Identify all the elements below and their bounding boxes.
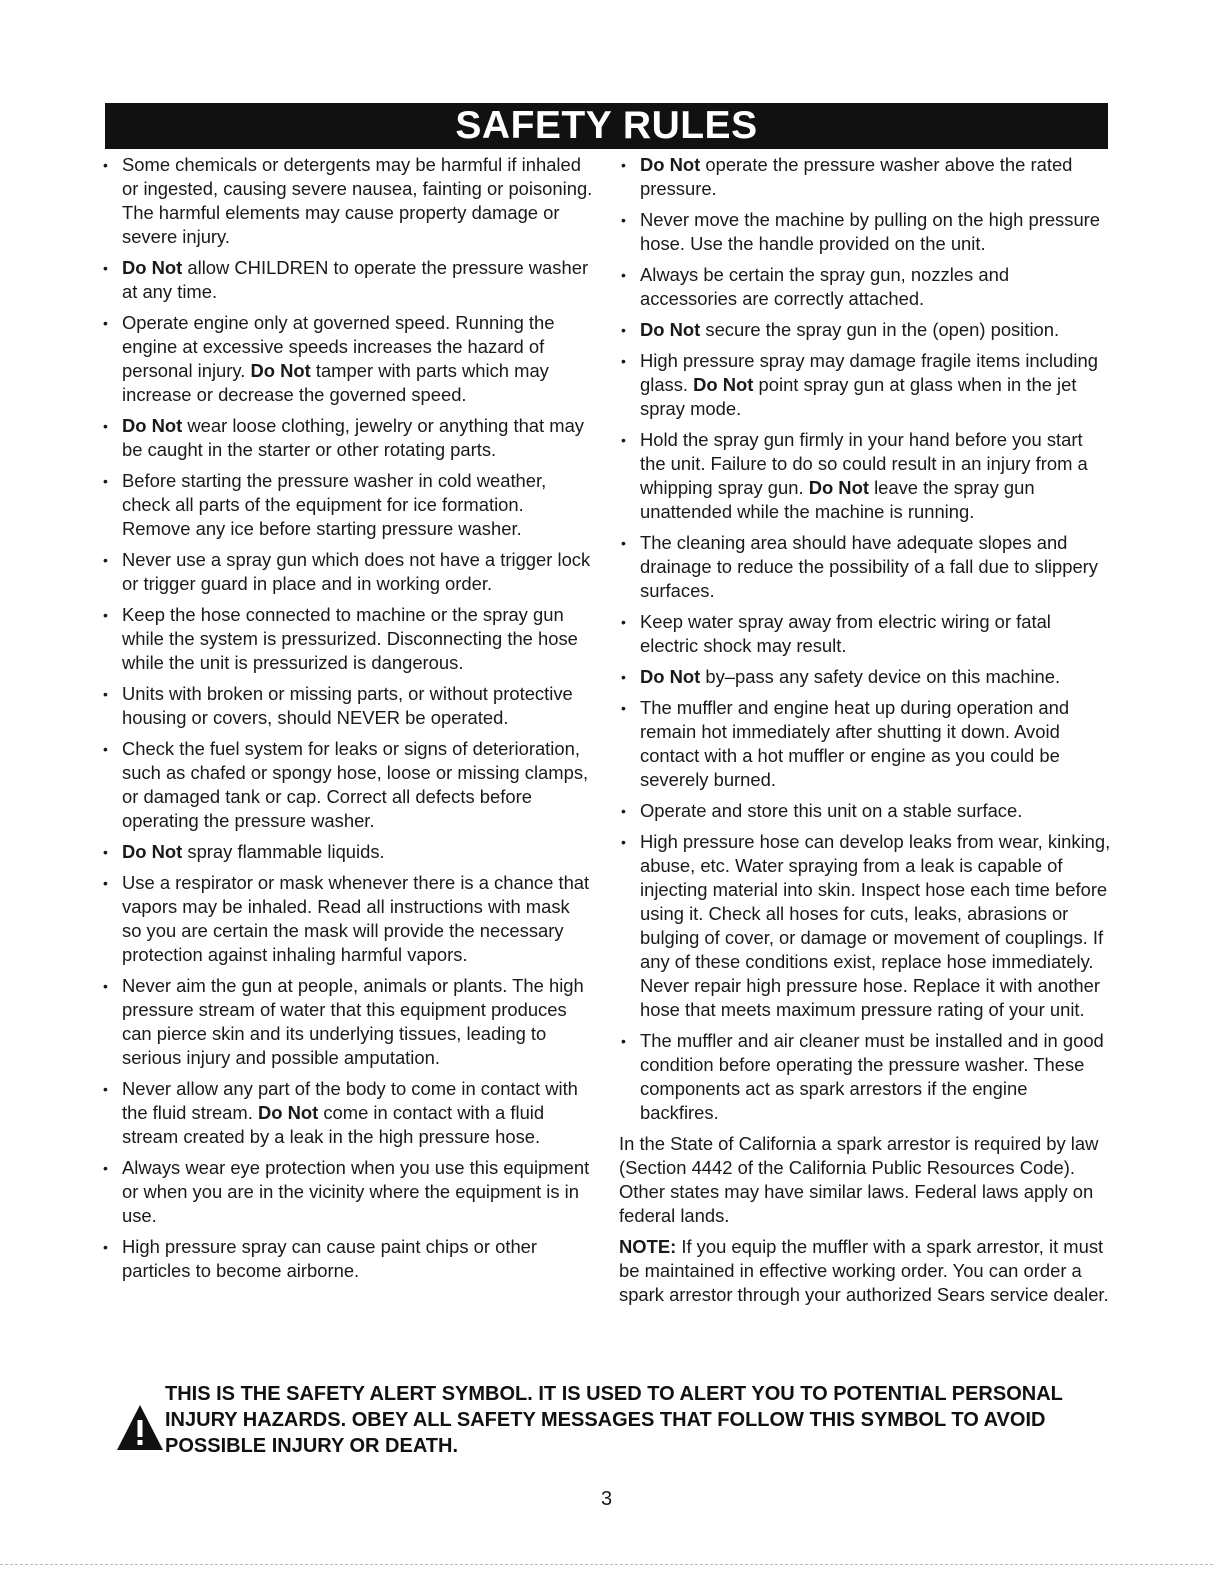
rule-item	[619, 830, 1111, 1022]
rule-emphasis: Do Not	[640, 154, 701, 175]
rule-item	[101, 1156, 594, 1228]
rule-item	[101, 974, 594, 1070]
rule-text: Keep the hose connected to machine or the spray gun while the system is pressurized. Disconnecting the hose while the unit is pressurized is dangerous.	[122, 604, 578, 673]
note-paragraph	[619, 1235, 1111, 1307]
safety-alert	[115, 1381, 1075, 1459]
rule-item	[619, 531, 1111, 603]
rule-emphasis: Do Not	[808, 477, 869, 498]
rule-item	[619, 1029, 1111, 1125]
rule-item	[101, 153, 594, 249]
rule-text: Before starting the pressure washer in cold weather, check all parts of the equipment for ice formation. Remove any ice before starting pressure washer.	[122, 470, 547, 539]
rule-text: Operate engine only at governed speed. Running the engine at excessive speeds increases the hazard of personal injury.	[122, 312, 555, 381]
rule-emphasis: Do Not	[257, 1102, 319, 1123]
rule-item	[619, 318, 1111, 342]
rule-emphasis: Do Not	[693, 374, 754, 395]
rule-text: Units with broken or missing parts, or without protective housing or covers, should NEVER be operated.	[122, 683, 573, 728]
rule-text: High pressure hose can develop leaks from wear, kinking, abuse, etc. Water spraying from a leak is capable of injecting material into skin. Inspect hose each time before using it. Check all hoses for cuts, leaks, abrasions or bulging of cover, or damage or movement of couplings. If any of these conditions exist, replace hose immediately. Never repair high pressure hose. Replace it with another hose that meets maximum pressure rating of your unit.	[640, 831, 1111, 1020]
rule-text: tamper with parts which may increase or decrease the governed speed.	[122, 360, 549, 405]
rule-item	[101, 469, 594, 541]
rule-item	[101, 682, 594, 730]
rule-text: Never use a spray gun which does not have a trigger lock or trigger guard in place and in working order.	[122, 549, 591, 594]
rule-text: spray flammable liquids.	[182, 841, 385, 862]
rule-text: Never allow any part of the body to come in contact with the fluid stream.	[122, 1078, 578, 1123]
rule-text: by–pass any safety device on this machine.	[700, 666, 1061, 687]
california-paragraph: In the State of California a spark arrestor is required by law (Section 4442 of the California Public Resources Code). Other states may have similar laws. Federal laws apply on federal lands.	[619, 1133, 1099, 1226]
rule-text: High pressure spray can cause paint chips or other particles to become airborne.	[122, 1236, 538, 1281]
rule-text: point spray gun at glass when in the jet spray mode.	[640, 374, 1077, 419]
left-rule-list	[101, 153, 594, 1283]
rule-item	[101, 256, 594, 304]
right-rule-list	[619, 153, 1111, 1125]
rule-item	[619, 263, 1111, 311]
rule-item	[101, 603, 594, 675]
rule-text: Some chemicals or detergents may be harmful if inhaled or ingested, causing severe nausea, fainting or poisoning. The harmful elements may cause property damage or severe injury.	[122, 154, 593, 247]
rule-text: Use a respirator or mask whenever there is a chance that vapors may be inhaled. Read all instructions with mask so you are certain the mask will provide the necessary protection against inhaling harmful vapors.	[122, 872, 590, 965]
rule-text: operate the pressure washer above the rated pressure.	[640, 154, 1073, 199]
rule-item	[619, 349, 1111, 421]
rule-emphasis: Do Not	[122, 415, 183, 436]
rule-text: secure the spray gun in the (open) position.	[700, 319, 1060, 340]
rule-item	[619, 799, 1111, 823]
safety-alert-text: THIS IS THE SAFETY ALERT SYMBOL. IT IS USED TO ALERT YOU TO POTENTIAL PERSONAL INJURY HAZARDS. OBEY ALL SAFETY MESSAGES THAT FOLLOW THIS SYMBOL TO AVOID POSSIBLE INJURY OR DEATH.	[165, 1383, 1063, 1457]
rule-text: The cleaning area should have adequate slopes and drainage to reduce the possibility of a fall due to slippery surfaces.	[640, 532, 1098, 601]
rule-text: wear loose clothing, jewelry or anything that may be caught in the starter or other rotating parts.	[122, 415, 584, 460]
rule-emphasis: Do Not	[640, 666, 701, 687]
rule-text: The muffler and engine heat up during operation and remain hot immediately after shutting it down. Avoid contact with a hot muffler or engine as you could be severely burned.	[640, 697, 1070, 790]
rule-item	[101, 737, 594, 833]
rule-emphasis: Do Not	[122, 257, 183, 278]
rule-item	[101, 548, 594, 596]
rule-text: come in contact with a fluid stream created by a leak in the high pressure hose.	[122, 1102, 545, 1147]
warning-triangle-icon	[115, 1403, 165, 1453]
rule-text: Always wear eye protection when you use this equipment or when you are in the vicinity where the equipment is in use.	[122, 1157, 590, 1226]
note-label: NOTE:	[619, 1236, 677, 1257]
rule-item	[619, 153, 1111, 201]
left-column	[101, 153, 594, 1290]
rule-item	[101, 1077, 594, 1149]
rule-item	[619, 428, 1111, 524]
rule-emphasis: Do Not	[640, 319, 701, 340]
rule-text: Operate and store this unit on a stable surface.	[640, 800, 1023, 821]
rule-text: High pressure spray may damage fragile items including glass.	[640, 350, 1098, 395]
rule-item	[101, 840, 594, 864]
rule-item	[619, 208, 1111, 256]
rule-text: Check the fuel system for leaks or signs of deterioration, such as chafed or spongy hose, loose or missing clamps, or damaged tank or cap. Correct all defects before operating the pressure washer.	[122, 738, 589, 831]
rule-item	[101, 311, 594, 407]
rule-item	[101, 414, 594, 462]
rule-text: The muffler and air cleaner must be installed and in good condition before operating the pressure washer. These components act as spark arrestors if the engine backfires.	[640, 1030, 1104, 1123]
page-title: SAFETY RULES	[105, 103, 1108, 149]
page-number: 3	[600, 1488, 613, 1510]
rule-emphasis: Do Not	[250, 360, 311, 381]
rule-text: Keep water spray away from electric wiring or fatal electric shock may result.	[640, 611, 1051, 656]
rule-item	[101, 1235, 594, 1283]
rule-item	[619, 665, 1111, 689]
rule-text: leave the spray gun unattended while the machine is running.	[640, 477, 1035, 522]
rule-text: Hold the spray gun firmly in your hand before you start the unit. Failure to do so could result in an injury from a whipping spray gun.	[640, 429, 1088, 498]
rule-emphasis: Do Not	[122, 841, 183, 862]
rule-text: allow CHILDREN to operate the pressure washer at any time.	[122, 257, 589, 302]
right-column	[619, 153, 1111, 1314]
rule-text: Always be certain the spray gun, nozzles and accessories are correctly attached.	[640, 264, 1010, 309]
note-text: If you equip the muffler with a spark arrestor, it must be maintained in effective working order. You can order a spark arrestor through your authorized Sears service dealer.	[619, 1236, 1109, 1305]
rule-text: Never move the machine by pulling on the high pressure hose. Use the handle provided on the unit.	[640, 209, 1101, 254]
rule-item	[101, 871, 594, 967]
bottom-divider	[0, 1564, 1213, 1565]
rule-item	[619, 696, 1111, 792]
rule-item	[619, 610, 1111, 658]
rule-text: Never aim the gun at people, animals or plants. The high pressure stream of water that this equipment produces can pierce skin and its underlying tissues, leading to serious injury and possible amputation.	[122, 975, 584, 1068]
